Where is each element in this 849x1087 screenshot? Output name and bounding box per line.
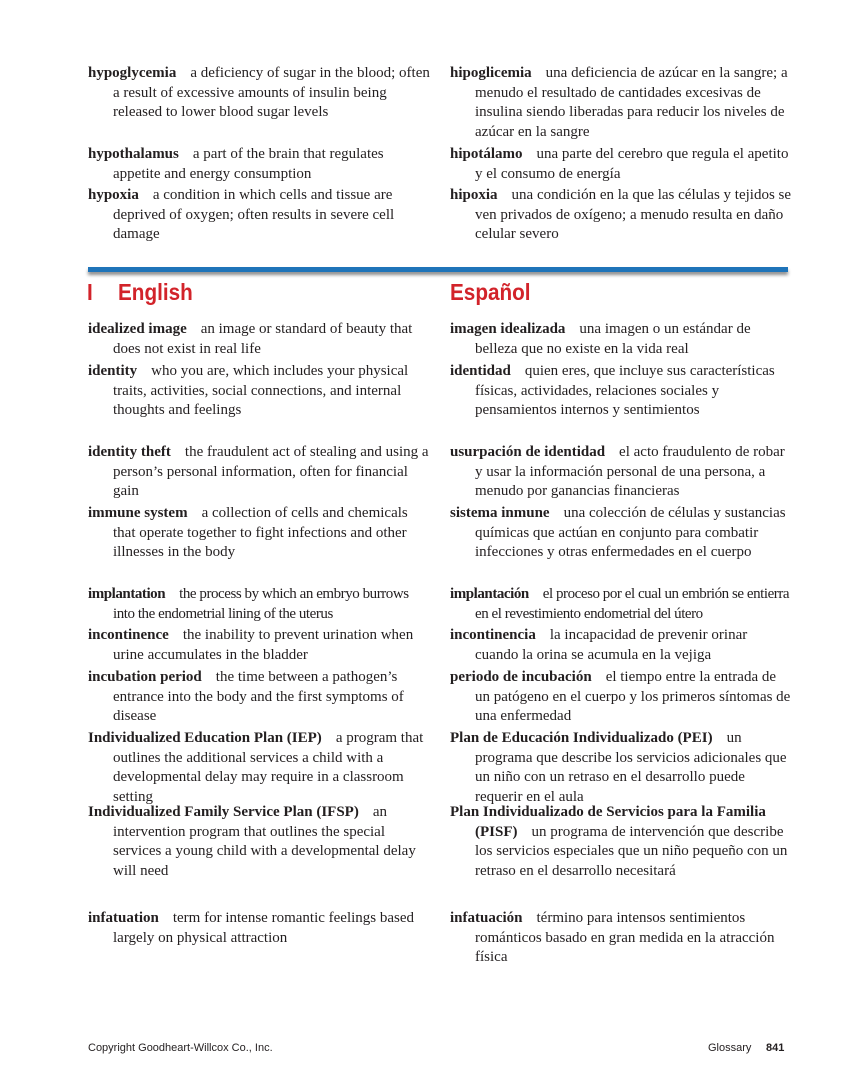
glossary-term: usurpación de identidad xyxy=(450,444,606,460)
glossary-entry xyxy=(88,803,430,881)
glossary-term: identidad xyxy=(450,363,511,379)
section-divider xyxy=(88,267,788,272)
glossary-definition: un programa de intervención que describe los servicios especiales que un niño pequeño con un retraso en el desarrollo necesitará xyxy=(475,823,788,879)
glossary-entry xyxy=(450,362,792,421)
copyright: Copyright Goodheart-Willcox Co., Inc. xyxy=(88,1042,273,1054)
glossary-definition: una parte del cerebro que regula el apetito y el consumo de energía xyxy=(475,146,789,182)
glossary-definition: una deficiencia de azúcar en la sangre; a menudo el resultado de cantidades excesivas de insulina siendo liberadas para reducir los niveles de azúcar en la sangre xyxy=(475,65,788,140)
glossary-definition: quien eres, que incluye sus características físicas, actividades, relaciones sociales y pensamientos internos y sentimientos xyxy=(475,363,775,419)
glossary-definition: término para intensos sentimientos románticos basado en gran medida en la atracción física xyxy=(475,910,775,966)
glossary-term: sistema inmune xyxy=(450,505,550,521)
glossary-entry xyxy=(450,909,792,968)
glossary-term: identity theft xyxy=(88,444,171,460)
glossary-term: implantation xyxy=(88,586,166,602)
glossary-definition: who you are, which includes your physical traits, activities, social connections, and internal thoughts and feelings xyxy=(113,363,409,419)
glossary-term: infatuación xyxy=(450,910,523,926)
spanish-header: Español xyxy=(450,279,531,305)
glossary-entry xyxy=(88,626,430,665)
glossary-entry xyxy=(450,145,792,184)
glossary-entry xyxy=(88,909,430,948)
footer-section: Glossary xyxy=(708,1042,752,1054)
glossary-entry xyxy=(450,803,792,881)
glossary-entry xyxy=(450,585,792,624)
glossary-definition: una condición en la que las células y tejidos se ven privados de oxígeno; a menudo resulta en daño celular severo xyxy=(475,187,792,243)
glossary-entry xyxy=(88,585,430,624)
glossary-definition: the inability to prevent urination when urine accumulates in the bladder xyxy=(113,627,414,663)
glossary-term: Individualized Family Service Plan (IFSP) xyxy=(88,804,359,820)
glossary-definition: el tiempo entre la entrada de un patógeno en el cuerpo y los primeros síntomas de una enfermedad xyxy=(475,669,791,725)
glossary-definition: term for intense romantic feelings based largely on physical attraction xyxy=(113,910,415,946)
glossary-term: idealized image xyxy=(88,321,187,337)
glossary-term: imagen idealizada xyxy=(450,321,566,337)
glossary-term: hipoglicemia xyxy=(450,65,532,81)
glossary-term: hypoglycemia xyxy=(88,65,177,81)
glossary-definition: the process by which an embryo burrows into the endometrial lining of the uterus xyxy=(113,586,409,622)
glossary-term: hypoxia xyxy=(88,187,139,203)
glossary-definition: el acto fraudulento de robar y usar la información personal de una persona, a menudo por ganancias financieras xyxy=(475,444,785,500)
glossary-term: Individualized Education Plan (IEP) xyxy=(88,730,322,746)
glossary-entry xyxy=(450,668,792,727)
glossary-term: Plan Individualizado de Servicios para la Familia (PISF) xyxy=(450,804,766,840)
glossary-entry xyxy=(88,362,430,421)
glossary-definition: a part of the brain that regulates appetite and energy consumption xyxy=(113,146,384,182)
glossary-term: infatuation xyxy=(88,910,159,926)
glossary-definition: a program that outlines the additional services a child with a developmental delay may require in a classroom setting xyxy=(113,730,424,805)
glossary-definition: an image or standard of beauty that does not exist in real life xyxy=(113,321,413,357)
glossary-entry xyxy=(450,186,792,245)
glossary-definition: una colección de células y sustancias químicas que actúan en conjunto para combatir infecciones y otras enfermedades en el cuerpo xyxy=(475,505,786,561)
glossary-entry xyxy=(88,320,430,359)
glossary-entry xyxy=(88,504,430,563)
glossary-definition: un programa que describe los servicios adicionales que un niño con un retraso en el desarrollo puede requerir en el aula xyxy=(475,730,787,805)
glossary-term: implantación xyxy=(450,586,529,602)
glossary-term: hipoxia xyxy=(450,187,498,203)
glossary-term: hypothalamus xyxy=(88,146,179,162)
glossary-definition: a condition in which cells and tissue are deprived of oxygen; often results in severe cell damage xyxy=(113,187,395,243)
glossary-term: incontinence xyxy=(88,627,169,643)
glossary-definition: una imagen o un estándar de belleza que no existe en la vida real xyxy=(475,321,751,357)
english-header: English xyxy=(118,279,193,305)
glossary-entry xyxy=(88,64,430,123)
glossary-term: hipotálamo xyxy=(450,146,523,162)
glossary-term: Plan de Educación Individualizado (PEI) xyxy=(450,730,713,746)
glossary-entry xyxy=(450,504,792,563)
glossary-term: identity xyxy=(88,363,138,379)
glossary-definition: an intervention program that outlines the special services a young child with a developmental delay will need xyxy=(113,804,416,879)
glossary-definition: a collection of cells and chemicals that operate together to fight infections and other illnesses in the body xyxy=(113,505,408,561)
glossary-entry xyxy=(450,64,792,142)
page-number: 841 xyxy=(766,1042,785,1054)
glossary-definition: the time between a pathogen’s entrance into the body and the first symptoms of disease xyxy=(113,669,404,725)
glossary-entry xyxy=(450,626,792,665)
glossary-entry xyxy=(88,186,430,245)
glossary-definition: a deficiency of sugar in the blood; often a result of excessive amounts of insulin being released to lower blood sugar levels xyxy=(113,65,430,121)
glossary-definition: la incapacidad de prevenir orinar cuando la orina se acumula en la vejiga xyxy=(475,627,748,663)
glossary-entry xyxy=(88,443,430,502)
glossary-entry xyxy=(88,729,430,807)
glossary-entry xyxy=(450,729,792,807)
glossary-term: periodo de incubación xyxy=(450,669,592,685)
glossary-term: incontinencia xyxy=(450,627,536,643)
glossary-definition: the fraudulent act of stealing and using a person’s personal information, often for financial gain xyxy=(113,444,429,500)
glossary-term: incubation period xyxy=(88,669,202,685)
glossary-entry xyxy=(88,668,430,727)
section-letter: I xyxy=(87,279,93,305)
glossary-definition: el proceso por el cual un embrión se entierra en el revestimiento endometrial del útero xyxy=(475,586,790,622)
glossary-entry xyxy=(450,443,792,502)
glossary-entry xyxy=(450,320,792,359)
glossary-entry xyxy=(88,145,430,184)
glossary-term: immune system xyxy=(88,505,188,521)
